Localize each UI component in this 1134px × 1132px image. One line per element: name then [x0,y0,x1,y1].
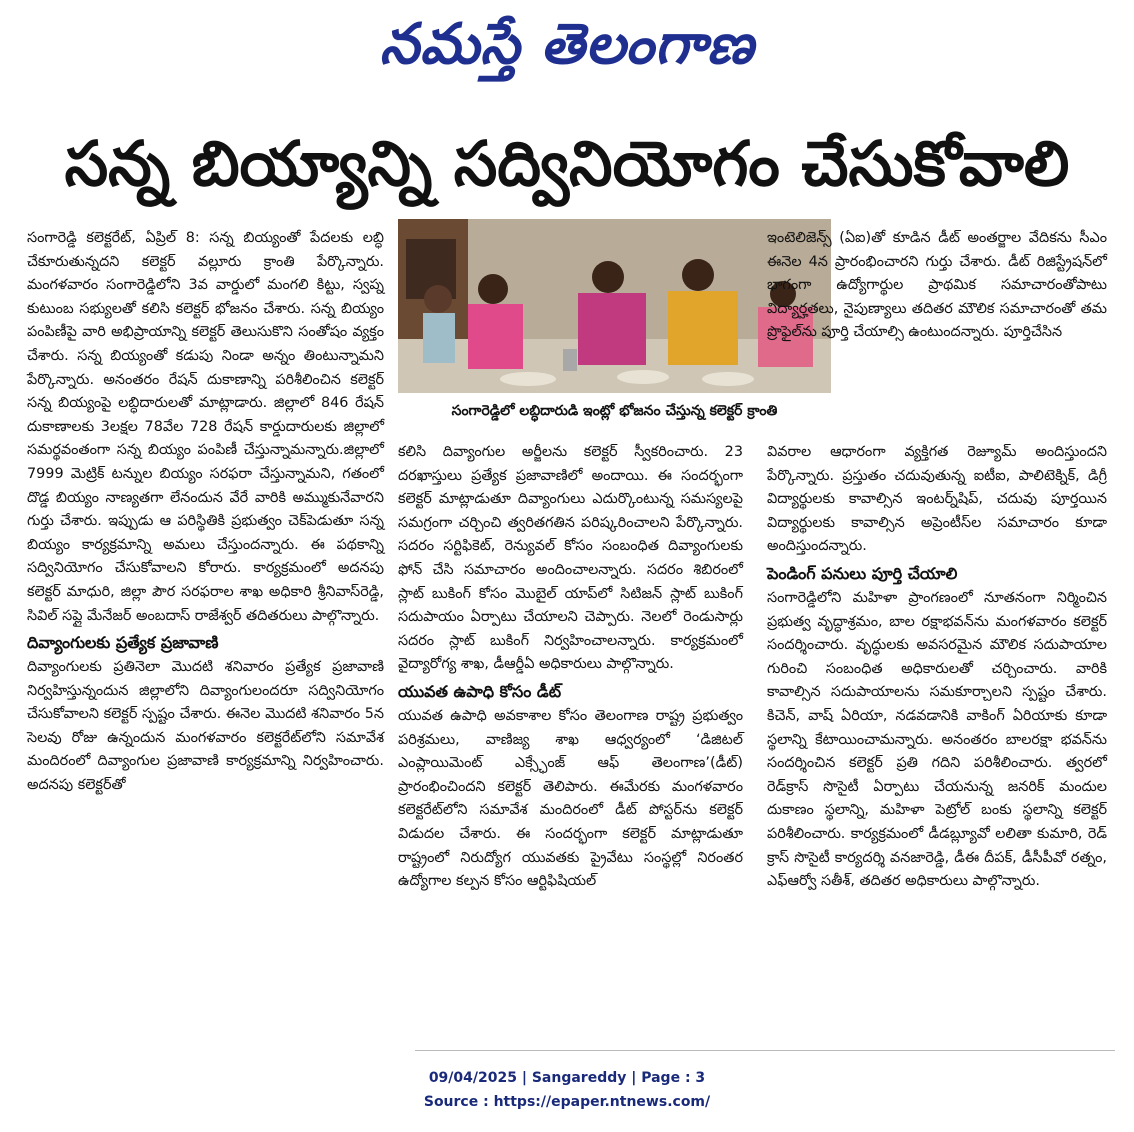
article-column-2 [398,441,743,894]
article-paragraph: యువత ఉపాధి అవకాశాల కోసం తెలంగాణ రాష్ట్ర ప్రభుత్వం పరిశ్రమలు, వాణిజ్య శాఖ ఆధ్వర్యంలో ‘డిజిటల్ ఎంప్లాయిమెంట్ ఎక్స్ఛేంజ్ ఆఫ్ తెలంగాణ’(డీట్) ప్రారంభించిందని కలెక్టర్ తెలిపారు. ఈమేరకు మంగళవారం కలెక్టరేట్‌లోని సమావేశ మందిరంలో డీట్ పోస్టర్‌ను కలెక్టర్ విడుదల చేశారు. ఈ సందర్భంగా కలెక్టర్ మాట్లాడుతూ రాష్ట్రంలో నిరుద్యోగ యువతకు ప్రైవేటు సంస్థల్లో నిరంతర ఉద్యోగాల కల్పన కోసం ఆర్టిఫిషియల్ [398,707,743,890]
article-column-1 [27,227,384,798]
article-headline: సన్న బియ్యాన్ని సద్వినియోగం చేసుకోవాలి [64,127,1070,200]
article-paragraph: దివ్యాంగులకు ప్రతినెలా మొదటి శనివారం ప్రత్యేక ప్రజావాణి నిర్వహిస్తున్నందున జిల్లాలోని దివ్యాంగులందరూ సద్వినియోగం చేసుకోవాలని కలెక్టర్ స్పష్టం చేశారు. ఈనెల మొదటి శనివారం 5న సెలవు రోజు ఉన్నందున మంగళవారం కలెక్టరేట్‌లోని సమావేశ మందిరంలో దివ్యాంగుల ప్రజావాణి కార్యక్రమాన్ని నిర్వహించారు. అదనపు కలెక్టర్‌తో [27,659,384,794]
subheading: దివ్యాంగులకు ప్రత్యేక ప్రజావాణి [27,633,219,653]
article-paragraph: సంగారెడ్డి కలెక్టరేట్, ఏప్రిల్ 8: సన్న బియ్యంతో పేదలకు లబ్ధి చేకూరుతున్నదని కలెక్టర్ వల్లూరు క్రాంతి పేర్కొన్నారు. మంగళవారం సంగారెడ్డిలోని 3వ వార్డులో మంగలి కిట్టు, స్వప్న కుటుంబ సభ్యులతో కలిసి కలెక్టర్ భోజనం చేశారు. సన్న బియ్యం పంపిణీపై వారి అభిప్రాయాన్ని కలెక్టర్ తెలుసుకొని సంతోషం వ్యక్తం చేశారు. సన్న బియ్యంతో కడుపు నిండా అన్నం తింటున్నామని పేర్కొన్నారు. అనంతరం రేషన్ దుకాణాన్ని పరిశీలించిన కలెక్టర్ సన్న బియ్యంపై లబ్ధిదారులతో మాట్లాడారు. జిల్లాలో 846 రేషన్ దుకాణాలకు 3లక్షల 78వేల 728 రేషన్ కార్డుదారులకు జిల్లాలో సమర్థవంతంగా సన్న బియ్యం పంపిణీ చేస్తున్నామన్నారు.జిల్లాలో 7999 మెట్రిక్ టన్నుల బియ్యం సరఫరా చేస్తున్నామని, గతంలో దొడ్డ బియ్యం నాణ్యతగా లేనందున వేరే వారికి అమ్ముకునేవారని గుర్తు చేశారు. ఇప్పుడు ఆ పరిస్థితికి ప్రభుత్వం చెక్‌పెడుతూ సన్న బియ్యం కార్యక్రమాన్ని అమలు చేస్తుందన్నారు. ఈ పథకాన్ని సద్వినియోగం చేసుకోవాలని కోరారు. కార్యక్రమంలో అదనపు కలెక్టర్ మాధురి, జిల్లా పౌర సరఫరాల శాఖ అధికారి శ్రీనివాస్‌రెడ్డి, సివిల్ సప్లై మేనేజర్ అంబదాస్ రాజేశ్వర్ తదితరులు పాల్గొన్నారు. [27,230,384,624]
article-column-3 [767,441,1107,894]
footer-source-link[interactable]: Source : https://epaper.ntnews.com/ [423,1094,711,1110]
footer-date-page: 09/04/2025 | Sangareddy | Page : 3 [428,1070,706,1086]
subheading: యువత ఉపాధి కోసం డీట్ [398,681,562,701]
newspaper-masthead: నమస్తే తెలంగాణ [379,12,755,77]
article-paragraph: వివరాల ఆధారంగా వ్యక్తిగత రెజ్యూమ్ అందిస్తుందని పేర్కొన్నారు. ప్రస్తుతం చదువుతున్న ఐటీఐ, పాలిటెక్నిక్, డిగ్రీ విద్యార్థులకు కావాల్సిన ఇంటర్న్‌షిప్, చదువు పూర్తయిన విద్యార్థులకు కావాల్సిన అప్రెంటీస్‌ల సమాచారం కూడా అందిస్తుందన్నారు. [767,444,1107,555]
footer-divider [415,1050,1115,1051]
article-paragraph: ఇంటెలిజెన్స్ (ఏఐ)తో కూడిన డీట్ అంతర్జాల వేదికను సీఎం ఈనెల 4న ప్రారంభించారని గుర్తు చేశారు. డీట్ రిజిస్ట్రేషన్‌లో భాగంగా ఉద్యోగార్థుల ప్రాథమిక సమాచారంతోపాటు విద్యార్హతలు, నైపుణ్యాలు తదితర మౌలిక సమాచారంతో తమ ప్రొఫైల్‌ను పూర్తి చేయాల్సి ఉంటుందన్నారు. పూర్తిచేసిన [767,230,1107,341]
subheading: పెండింగ్ పనులు పూర్తి చేయాలి [767,563,958,583]
article-paragraph: సంగారెడ్డిలోని మహిళా ప్రాంగణంలో నూతనంగా నిర్మించిన ప్రభుత్వ వృద్ధాశ్రమం, బాల రక్షాభవన్‌ను మంగళవారం కలెక్టర్ సందర్శించారు. వృద్ధులకు అవసరమైన మౌలిక సదుపాయాల గురించి సంబంధిత అధికారులతో చర్చించారు. వారికి కావాల్సిన సదుపాయాలను సమకూర్చాలని స్పష్టం చేశారు. కిచెన్, వాష్ ఏరియా, నడవడానికి వాకింగ్ ఏరియాకు కూడా స్థలాన్ని కేటాయించామన్నారు. అనంతరం బాలరక్షా భవన్‌ను సందర్శించిన కలెక్టర్ ప్రతి గదిని పరిశీలించారు. త్వరలో రెడ్‌క్రాస్ సొసైటీ ఏర్పాటు చేయనున్న జనరిక్ మందుల దుకాణం స్థలాన్ని, మహిళా పెట్రోల్ బంకు స్థలాన్ని కలెక్టర్ పరిశీలించారు. కార్యక్రమంలో డీడబ్ల్యూవో లలితా కుమారి, రెడ్ క్రాస్ సొసైటీ కార్యదర్శి వనజారెడ్డి, డీఈ దీపక్, డీసీపీవో రత్నం, ఎఫ్ఆర్వో సతీశ్, తదితర అధికారులు పాల్గొన్నారు. [767,589,1107,890]
photo-caption: సంగారెడ్డిలో లబ్ధిదారుడి ఇంట్లో భోజనం చేస్తున్న కలెక్టర్ క్రాంతి [451,403,778,419]
article-column-3-top [767,227,1107,345]
article-paragraph: కలిసి దివ్యాంగుల అర్జీలను కలెక్టర్ స్వీకరించారు. 23 దరఖాస్తులు ప్రత్యేక ప్రజావాణిలో అందాయి. ఈ సందర్భంగా కలెక్టర్ మాట్లాడుతూ దివ్యాంగులు ఎదుర్కొంటున్న సమస్యలపై సమగ్రంగా చర్చించి త్వరితగతిన పరిష్కరించాలని పేర్కొన్నారు. సదరం సర్టిఫికెట్, రెన్యువల్ కోసం సంబంధిత దివ్యాంగులకు ఫోన్ చేసి సమాచారం అందించాలన్నారు. సదరం శిబిరంలో స్లాట్ బుకింగ్ కోసం మొబైల్ యాప్‌లో సిటిజన్ స్లాట్ బుకింగ్ సదుపాయం ఏర్పాటు చేయాలని చెప్పారు. నెలలో రెండుసార్లు సదరం స్లాట్ బుకింగ్ నిర్వహించాలన్నారు. కార్యక్రమంలో వైద్యారోగ్య శాఖ, డీఆర్డీఏ అధికారులు పాల్గొన్నారు. [398,444,743,673]
